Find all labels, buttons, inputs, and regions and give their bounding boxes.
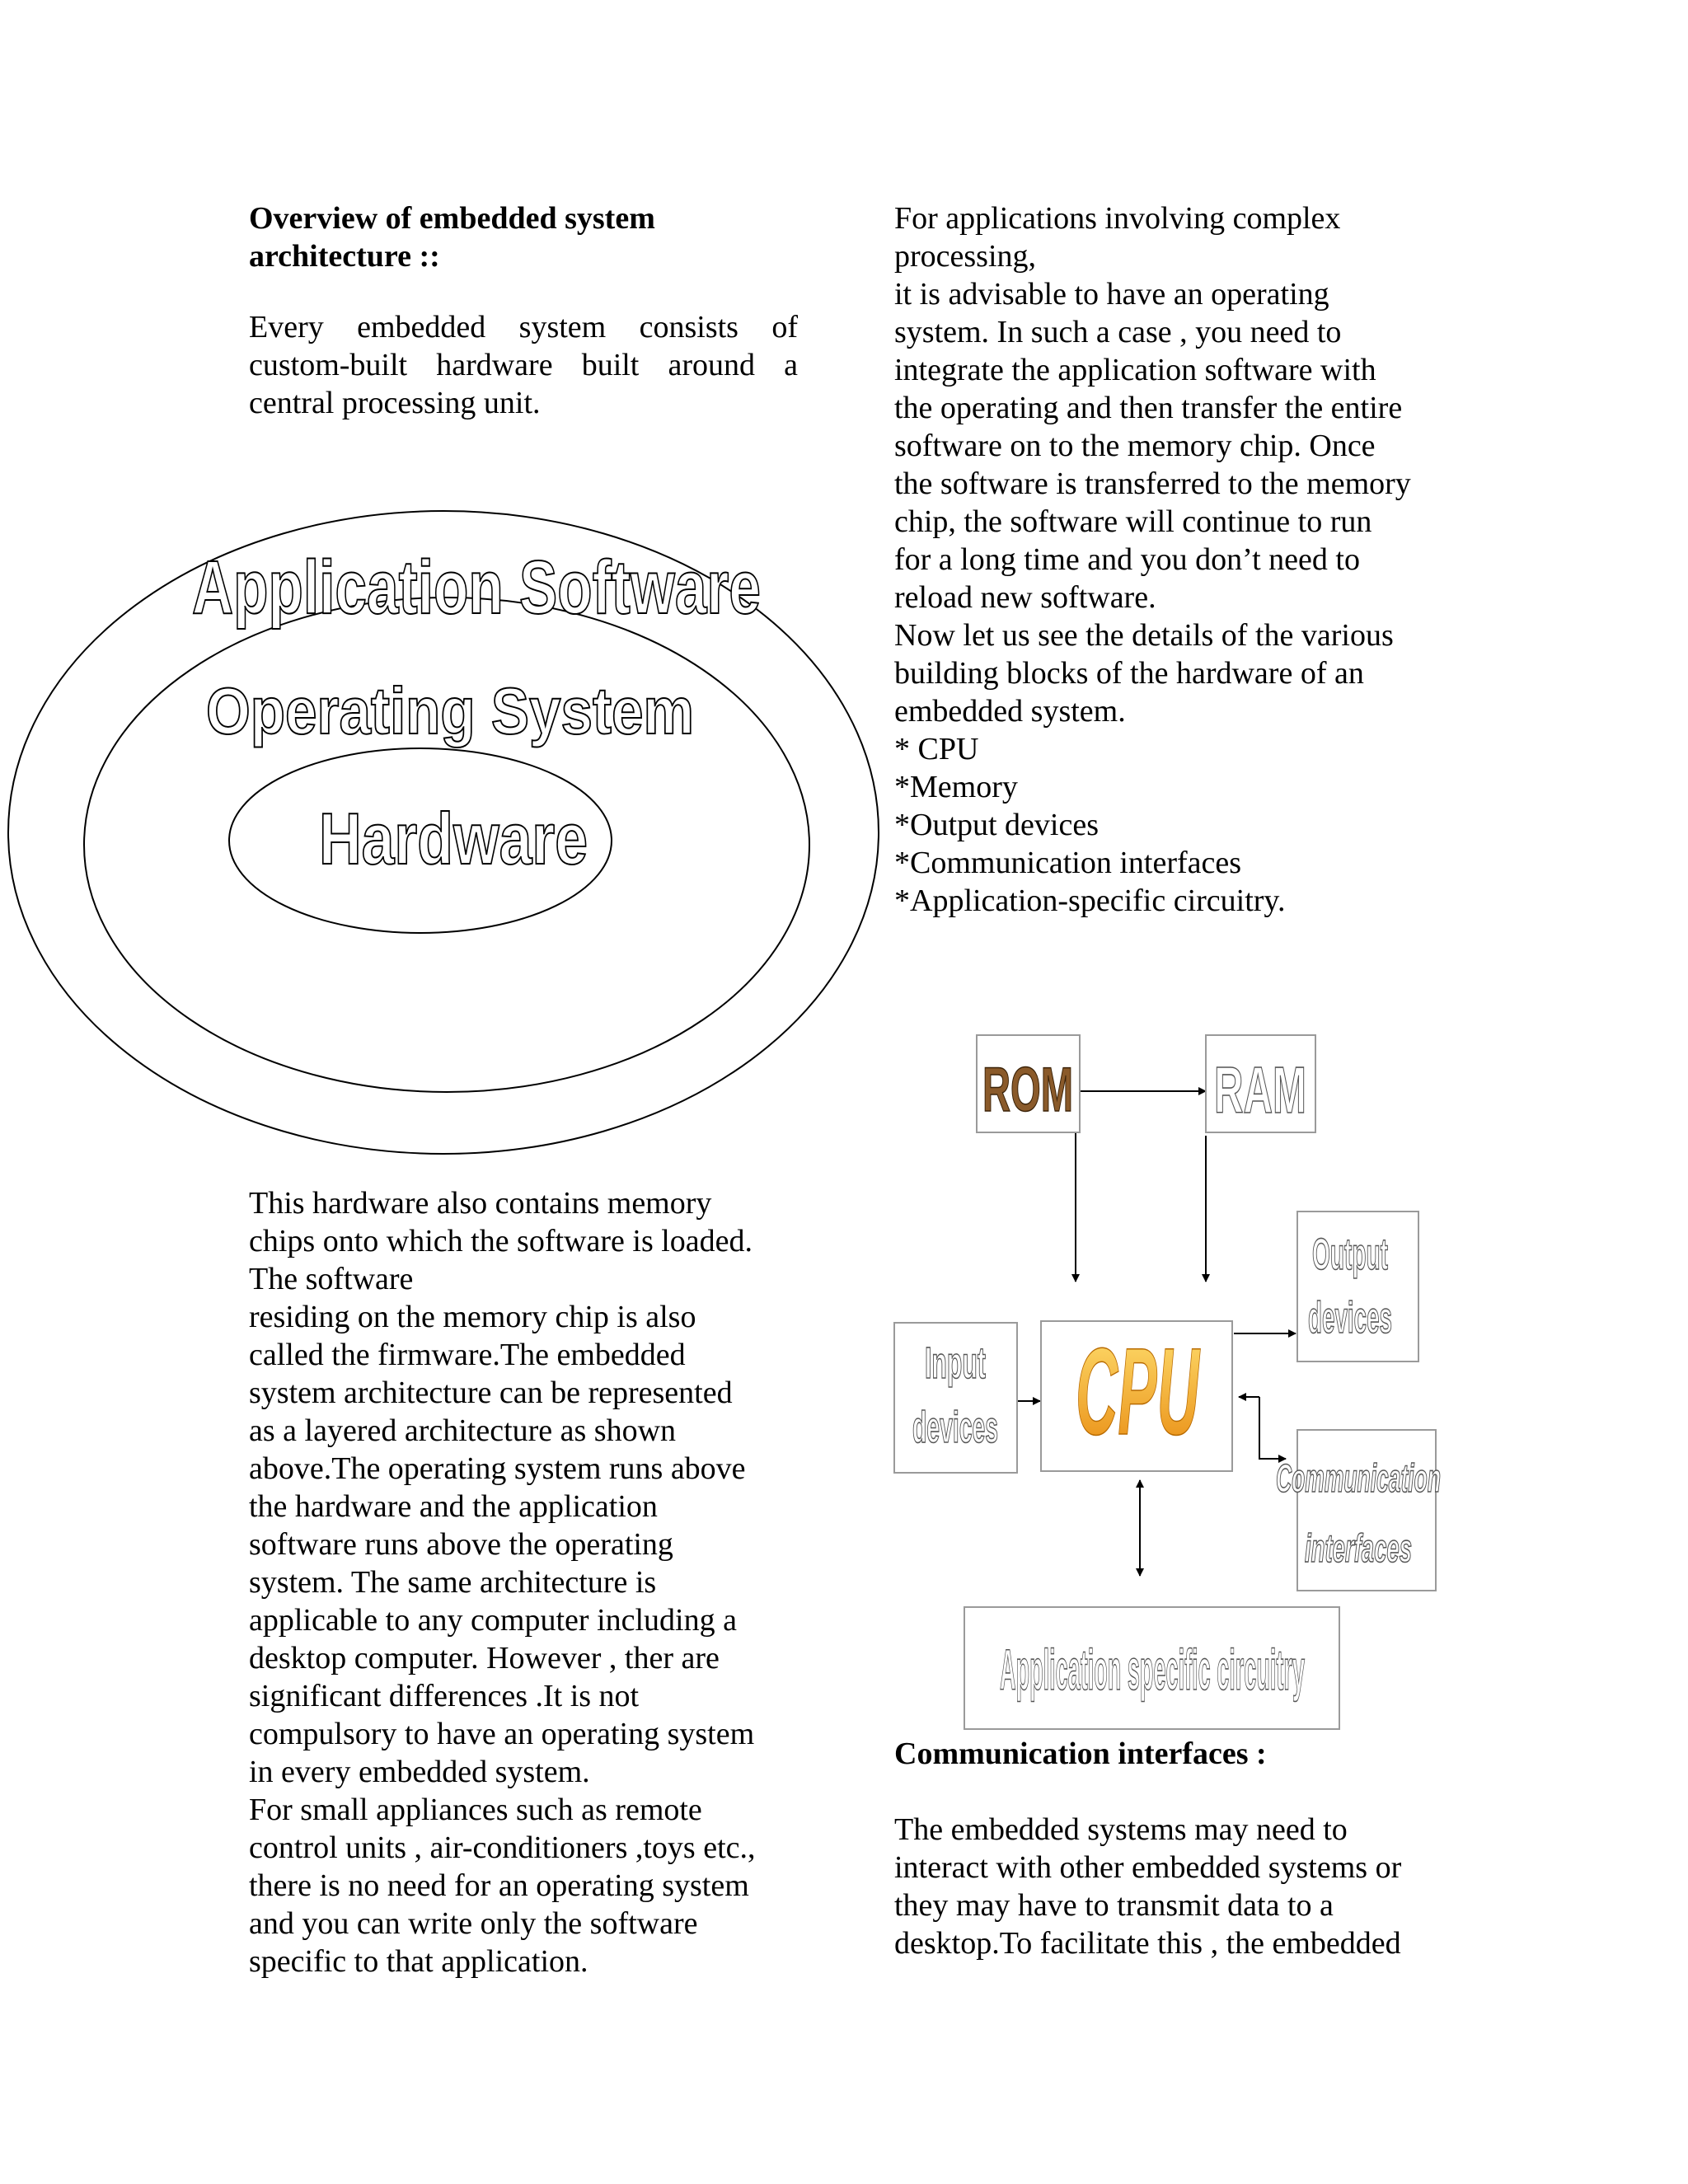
- body-line: For small appliances such as remote: [249, 1793, 702, 1827]
- body-line: interact with other embedded systems or: [894, 1850, 1402, 1885]
- body-line: and you can write only the software: [249, 1906, 698, 1941]
- list-item: *Output devices: [894, 808, 1100, 842]
- body-line: specific to that application.: [249, 1944, 588, 1979]
- input-devices-label: devices: [912, 1403, 998, 1452]
- body-line: the software is transferred to the memory: [894, 466, 1411, 501]
- body-line: software runs above the operating: [249, 1527, 673, 1562]
- body-line: control units , air-conditioners ,toys etc.,: [249, 1830, 756, 1865]
- body-line: reload new software.: [894, 580, 1156, 615]
- left-intro-block: [249, 199, 798, 422]
- section-heading: Overview of embedded system: [249, 201, 655, 236]
- body-line: system architecture can be represented: [249, 1376, 733, 1410]
- body-line: system. In such a case , you need to: [894, 315, 1342, 349]
- body-line: software on to the memory chip. Once: [894, 429, 1376, 463]
- body-line: integrate the application software with: [894, 353, 1376, 387]
- body-line: The software: [249, 1262, 414, 1296]
- body-line: building blocks of the hardware of an: [894, 656, 1364, 691]
- body-line: as a layered architecture as shown: [249, 1413, 677, 1448]
- body-line: The embedded systems may need to: [894, 1812, 1348, 1847]
- output-label: Output: [1312, 1230, 1389, 1279]
- body-line: residing on the memory chip is also: [249, 1300, 696, 1334]
- hardware-block-diagram: [874, 1022, 1451, 1739]
- communication-label: Communication: [1276, 1457, 1441, 1501]
- body-line: chip, the software will continue to run: [894, 504, 1372, 539]
- output-devices-label: devices: [1308, 1293, 1392, 1343]
- list-item: *Application-specific circuitry.: [894, 883, 1286, 918]
- input-label: Input: [925, 1338, 987, 1388]
- body-line: desktop.To facilitate this , the embedded: [894, 1926, 1401, 1961]
- hardware-label: Hardware: [319, 798, 588, 879]
- body-line: there is no need for an operating system: [249, 1868, 749, 1903]
- body-line: above.The operating system runs above: [249, 1451, 746, 1486]
- list-item: *Communication interfaces: [894, 846, 1242, 880]
- body-line: they may have to transmit data to a: [894, 1888, 1334, 1923]
- right-body-block: [894, 199, 1471, 920]
- layered-architecture-diagram: [0, 511, 890, 1170]
- body-line: applicable to any computer including a: [249, 1603, 737, 1638]
- body-line: Now let us see the details of the various: [894, 618, 1394, 653]
- body-line: compulsory to have an operating system: [249, 1717, 755, 1751]
- section-heading: architecture ::: [249, 239, 440, 274]
- body-line: system. The same architecture is: [249, 1565, 657, 1600]
- rom-label: ROM: [982, 1055, 1073, 1125]
- cpu-comm-arrow: [1259, 1397, 1286, 1459]
- list-item: * CPU: [894, 732, 979, 766]
- body-line: the operating and then transfer the entire: [894, 391, 1403, 425]
- body-line: it is advisable to have an operating: [894, 277, 1329, 312]
- body-line: in every embedded system.: [249, 1755, 590, 1789]
- section-heading: Communication interfaces :: [894, 1736, 1267, 1771]
- list-item: *Memory: [894, 770, 1018, 804]
- body-line: the hardware and the application: [249, 1489, 658, 1524]
- interfaces-label: interfaces: [1305, 1527, 1412, 1571]
- body-line: desktop computer. However , ther are: [249, 1641, 720, 1675]
- operating-system-label: Operating System: [206, 674, 694, 748]
- application-circuitry-label: Application specific circuitry: [1000, 1638, 1306, 1702]
- body-line: embedded system.: [894, 694, 1126, 729]
- body-line: processing,: [894, 239, 1037, 274]
- application-software-label: Application Software: [192, 546, 761, 630]
- intro-paragraph: Every embedded system consists of custom-built hardware built around a central processing unit.: [249, 310, 798, 420]
- body-line: significant differences .It is not: [249, 1679, 640, 1713]
- communication-section: [894, 1735, 1471, 1962]
- body-line: for a long time and you don’t need to: [894, 542, 1360, 577]
- cpu-label: CPU: [1076, 1322, 1201, 1460]
- body-line: chips onto which the software is loaded.: [249, 1224, 753, 1258]
- body-line: This hardware also contains memory: [249, 1186, 712, 1221]
- body-line: For applications involving complex: [894, 201, 1341, 236]
- body-line: called the firmware.The embedded: [249, 1338, 686, 1372]
- left-body-block: [249, 1184, 798, 1980]
- ram-label: RAM: [1214, 1053, 1306, 1127]
